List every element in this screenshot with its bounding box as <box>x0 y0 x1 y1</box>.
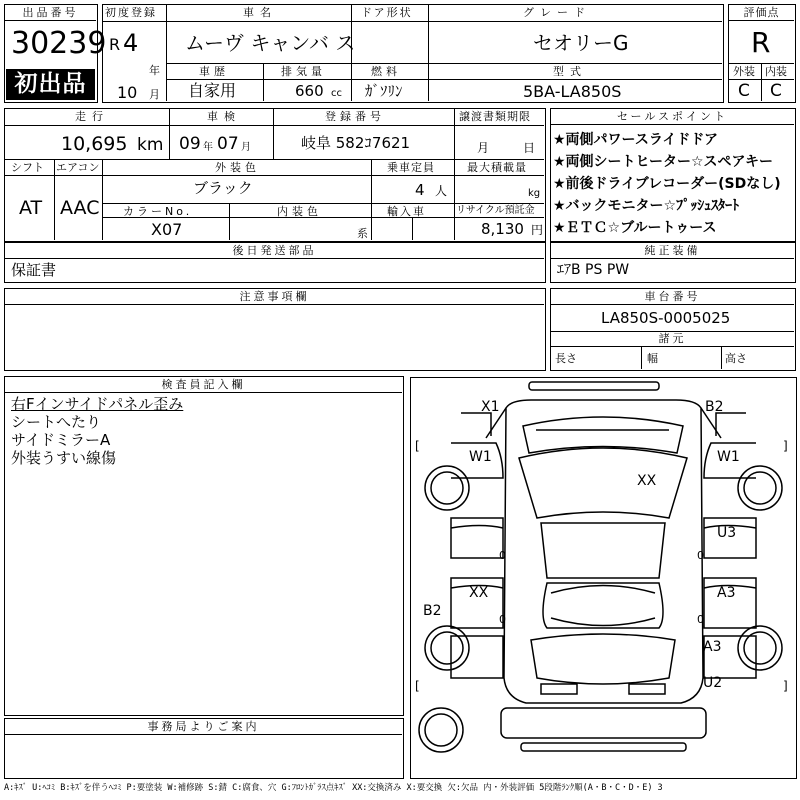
grade-value: セオリーG <box>533 31 629 55</box>
spec-box <box>4 108 546 242</box>
shift-label: シフト <box>11 161 44 174</box>
reg-year: 4 <box>123 29 139 57</box>
bracket-mark: ] <box>783 679 788 693</box>
recycle-value: 8,130 <box>481 220 524 238</box>
inspector-box <box>4 376 404 716</box>
door-label: ドア形状 <box>361 6 413 19</box>
history-label: 車歴 <box>199 65 229 78</box>
entry-box <box>4 4 107 103</box>
recycle-label: リサイクル預託金 <box>456 205 535 216</box>
fuel-value: ｶﾞｿﾘﾝ <box>365 82 403 100</box>
reg-year-unit: 年 <box>149 64 160 77</box>
office-label: 事務局よりご案内 <box>5 719 402 735</box>
shift-value: AT <box>19 197 43 219</box>
disp-label: 排気量 <box>281 65 326 78</box>
capacity-label: 乗車定員 <box>387 161 435 174</box>
capacity-value: 4 <box>415 181 425 199</box>
reg-era: R <box>109 35 121 54</box>
damage-mark: XX <box>469 585 489 601</box>
dims-length: 長さ <box>555 352 577 365</box>
later-value: 保証書 <box>11 261 57 279</box>
score-label: 評価点 <box>729 5 794 21</box>
sales-box <box>550 108 796 242</box>
dims-label: 諸元 <box>551 331 794 347</box>
color-value: ブラック <box>193 179 253 197</box>
transfer-label: 譲渡書類期限 <box>459 110 531 123</box>
zero-mark: 0 <box>499 549 506 562</box>
disp-unit: cc <box>331 88 342 99</box>
transfer-day: 日 <box>523 141 536 155</box>
inspector-line: 右Fインサイドパネル歪み <box>11 395 184 413</box>
recycle-unit: 円 <box>531 223 544 237</box>
sales-label: セールスポイント <box>551 109 794 125</box>
color-label: 外装色 <box>215 161 260 174</box>
damage-mark: U3 <box>717 525 737 541</box>
plate-value: 岐阜 582ｺ7621 <box>301 134 411 152</box>
colorno-value: X07 <box>151 220 183 239</box>
ext-label: 外装 <box>733 65 755 78</box>
inspection-label: 車検 <box>207 110 241 123</box>
inspector-line: 外装うすい線傷 <box>11 449 117 467</box>
first-entry-badge: 初出品 <box>6 69 95 100</box>
chassis-value: LA850S-0005025 <box>601 309 731 327</box>
inspection-year-unit: 年 <box>203 142 213 153</box>
model-label: 型式 <box>553 65 587 78</box>
interior-suffix: 系 <box>357 227 368 240</box>
int-label: 内装 <box>765 65 787 78</box>
model-value: 5BA-LA850S <box>523 82 622 101</box>
car-outline <box>411 378 796 778</box>
ac-label: エアコン <box>56 161 100 174</box>
notes-box <box>4 288 546 371</box>
legend-text: A:ｷｽﾞ U:ﾍｺﾐ B:ｷｽﾞを伴うﾍｺﾐ P:要塗装 W:補修跡 S:錆 C:腐食、穴 G:ﾌﾛﾝﾄｶﾞﾗｽ点ｷｽﾞ XX:交換済み X:要交換 欠:欠品 内・外装評価 5段階ﾗﾝｸ順(A・B・C・D・E) 3 <box>4 783 663 793</box>
damage-mark: U2 <box>703 675 723 691</box>
name-value: ムーヴ キャンバ ス <box>185 31 356 55</box>
equip-box <box>550 242 796 283</box>
chassis-box <box>550 288 796 371</box>
inspector-label: 検査員記入欄 <box>5 377 402 393</box>
notes-label: 注意事項欄 <box>5 289 544 305</box>
score-box <box>728 4 796 103</box>
fuel-label: 燃料 <box>371 65 401 78</box>
dims-height: 高さ <box>725 352 747 365</box>
inspector-line: サイドミラーA <box>11 431 111 449</box>
zero-mark: 0 <box>499 613 506 626</box>
entry-label: 出品番号 <box>5 5 96 21</box>
inspection-month-unit: 月 <box>241 142 251 153</box>
zero-mark: 0 <box>697 549 704 562</box>
capacity-unit: 人 <box>435 184 448 198</box>
sales-item: ★バックモニター☆ﾌﾟｯｼｭｽﾀｰﾄ <box>553 198 740 214</box>
header-main <box>102 4 724 103</box>
name-label: 車名 <box>243 6 277 19</box>
entry-number: 30239 <box>11 26 107 61</box>
equip-value: ｴｱB PS PW <box>557 262 630 278</box>
damage-mark: W1 <box>469 449 492 465</box>
load-unit: kg <box>528 188 541 199</box>
damage-mark: B2 <box>705 399 724 415</box>
damage-mark: W1 <box>717 449 740 465</box>
mileage-unit: km <box>137 135 164 155</box>
ac-value: AAC <box>60 197 100 219</box>
car-diagram <box>410 377 797 779</box>
plate-label: 登録番号 <box>325 110 385 123</box>
damage-mark: A3 <box>717 585 736 601</box>
sales-item: ★両側シートヒーター☆スペアキー <box>553 154 773 170</box>
sales-item: ★前後ドライブレコーダー(SDなし) <box>553 176 781 192</box>
bracket-mark: ] <box>783 439 788 453</box>
grade-label: グレード <box>523 6 591 19</box>
import-label: 輸入車 <box>387 205 426 218</box>
bracket-mark: [ <box>415 439 420 453</box>
inspector-line: シートへたり <box>11 413 102 431</box>
reg-label: 初度登録 <box>105 6 157 19</box>
transfer-month: 月 <box>477 141 490 155</box>
damage-mark: A3 <box>703 639 722 655</box>
mileage-label: 走行 <box>75 110 109 123</box>
damage-mark: XX <box>637 473 657 489</box>
sales-item: ★ＥＴＣ☆ブルートゥース <box>553 220 717 236</box>
zero-mark: 0 <box>697 613 704 626</box>
mileage-value: 10,695 <box>61 133 128 155</box>
bracket-mark: [ <box>415 679 420 693</box>
reg-month-unit: 月 <box>149 88 160 101</box>
disp-value: 660 <box>295 82 324 100</box>
history-value: 自家用 <box>188 81 237 100</box>
inspection-year: 09 <box>179 134 201 154</box>
reg-month: 10 <box>117 83 138 102</box>
dims-width: 幅 <box>647 352 658 365</box>
office-box <box>4 718 404 779</box>
int-score: C <box>770 81 782 101</box>
damage-mark: X1 <box>481 399 500 415</box>
inspection-month: 07 <box>217 134 239 154</box>
colorno-label: カラーNo. <box>123 205 193 218</box>
later-label: 後日発送部品 <box>5 243 544 259</box>
interior-label: 内装色 <box>277 205 322 218</box>
damage-mark: B2 <box>423 603 442 619</box>
ext-score: C <box>738 81 750 101</box>
sales-item: ★両側パワースライドドア <box>553 132 719 148</box>
later-box <box>4 242 546 283</box>
equip-label: 純正装備 <box>551 243 794 259</box>
score-value: R <box>751 26 771 59</box>
load-label: 最大積載量 <box>467 161 527 174</box>
chassis-label: 車台番号 <box>551 289 794 305</box>
